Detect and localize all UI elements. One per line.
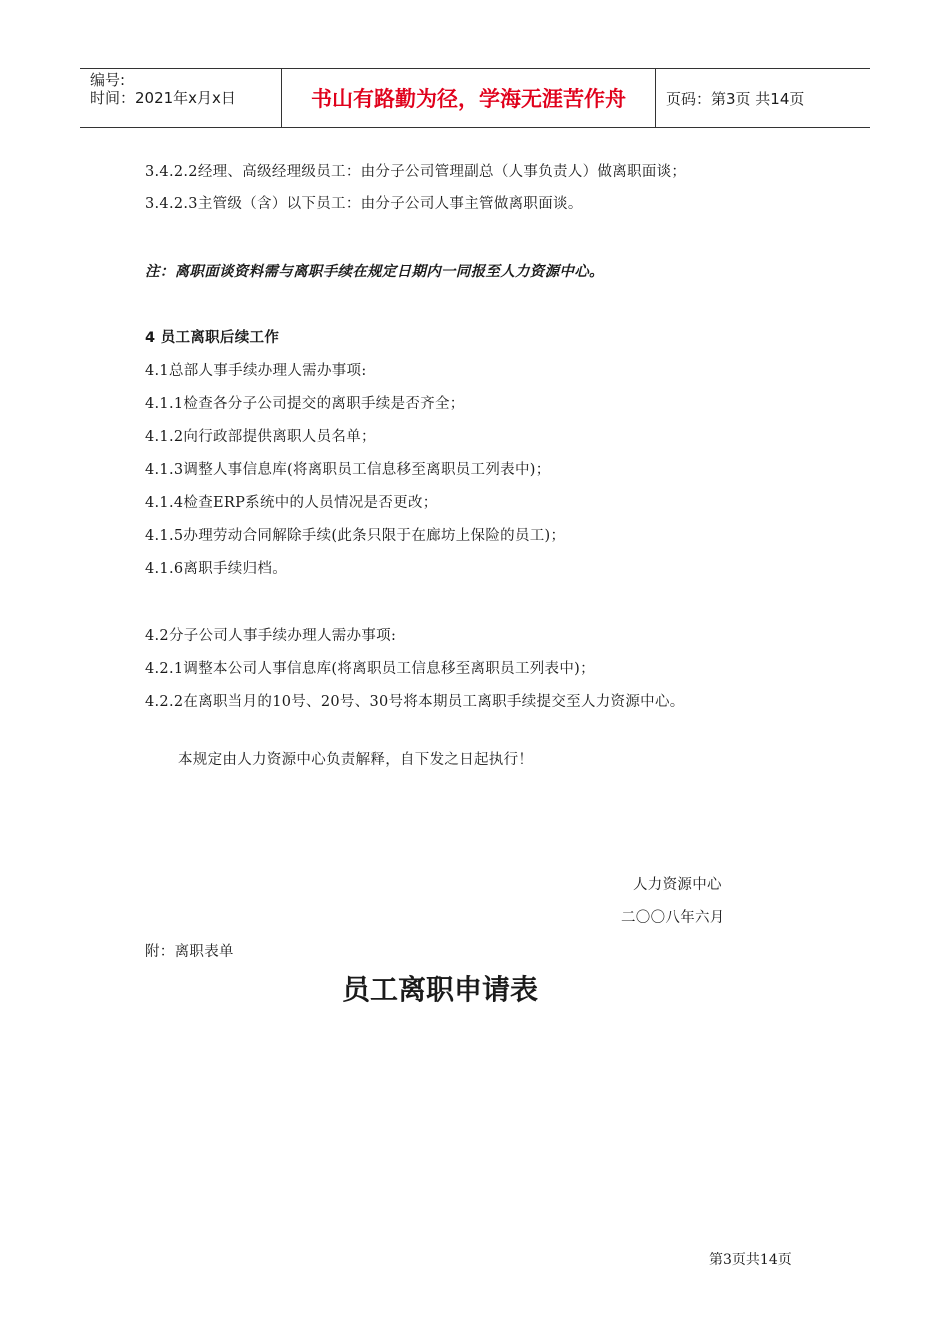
- clause-4-2-1: 4.2.1调整本公司人事信息库(将离职员工信息移至离职员工列表中)；: [145, 661, 595, 677]
- clause-4-1-5: 4.1.5办理劳动合同解除手续(此条只限于在廊坊上保险的员工)；: [145, 528, 566, 544]
- serial-label: 编号:: [90, 71, 126, 89]
- header-page-info: 页码：第3页 共14页: [666, 89, 805, 108]
- closing-statement: 本规定由人力资源中心负责解释，自下发之日起执行！: [178, 752, 534, 768]
- attachment-label: 附：离职表单: [145, 944, 234, 960]
- page-footer: 第3页共14页: [709, 1252, 792, 1268]
- note: 注：离职面谈资料需与离职手续在规定日期内一同报至人力资源中心。: [145, 263, 604, 280]
- clause-3-4-2-2: 3.4.2.2经理、高级经理级员工：由分子公司管理副总（人事负责人）做离职面谈；: [145, 164, 687, 180]
- clause-4-2: 4.2分子公司人事手续办理人需办事项:: [145, 628, 397, 644]
- time-label: 时间：2021年x月x日: [90, 89, 236, 107]
- clause-4-2-2: 4.2.2在离职当月的10号、20号、30号将本期员工离职手续提交至人力资源中心。: [145, 694, 685, 710]
- clause-4-1-2: 4.1.2向行政部提供离职人员名单；: [145, 429, 376, 445]
- header-meta: [80, 69, 282, 127]
- clause-3-4-2-3: 3.4.2.3主管级（含）以下员工：由分子公司人事主管做离职面谈。: [145, 196, 583, 212]
- clause-4-1: 4.1总部人事手续办理人需办事项:: [145, 363, 367, 379]
- clause-4-1-3: 4.1.3调整人事信息库(将离职员工信息移至离职员工列表中)；: [145, 462, 551, 478]
- clause-4-1-6: 4.1.6离职手续归档。: [145, 561, 287, 577]
- clause-4-1-1: 4.1.1检查各分子公司提交的离职手续是否齐全；: [145, 396, 465, 412]
- page-header: [80, 68, 870, 128]
- signature-date: 二〇〇八年六月: [621, 910, 725, 926]
- form-title: 员工离职申请表: [341, 973, 538, 1006]
- signature-dept: 人力资源中心: [633, 877, 722, 893]
- header-motto: 书山有路勤为径，学海无涯苦作舟: [282, 69, 656, 127]
- clause-4-1-4: 4.1.4检查ERP系统中的人员情况是否更改；: [145, 495, 438, 511]
- section-heading-4: 4 员工离职后续工作: [145, 330, 280, 346]
